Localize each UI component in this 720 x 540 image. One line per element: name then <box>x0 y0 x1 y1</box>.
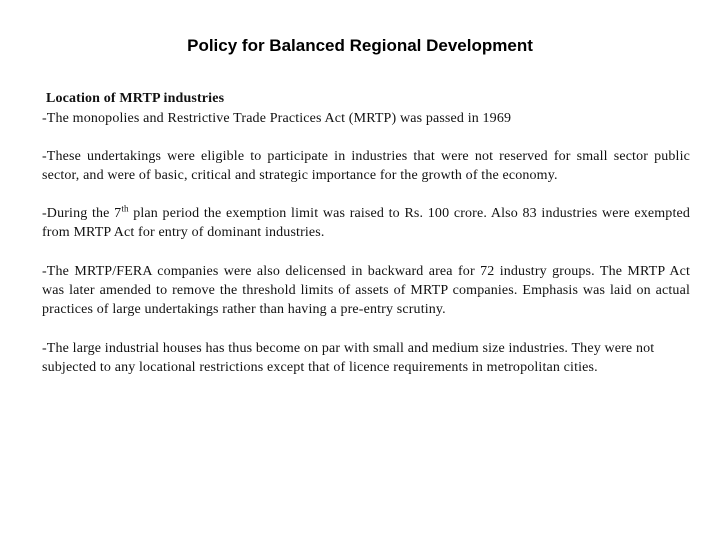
paragraph-delicensing: -The MRTP/FERA companies were also delicensed in backward area for 72 industry groups. The MRTP Act was later amended to remove the threshold limits of assets of MRTP companies. Emphasis was laid on actual practices of large undertakings rather than having a pre-entry scrutiny. <box>42 264 690 317</box>
paragraph-mrtp-act: -The monopolies and Restrictive Trade Practices Act (MRTP) was passed in 1969 <box>42 111 512 126</box>
paragraph-exemption-limit <box>42 204 690 242</box>
paragraph-exemption-limit-rest: plan period the exemption limit was raised to Rs. 100 crore. Also 83 industries were exempted from MRTP Act for entry of dominant industries. <box>42 206 690 240</box>
slide-title: Policy for Balanced Regional Development <box>187 36 533 55</box>
paragraph-exemption-limit-start: -During the 7 <box>42 206 122 221</box>
section-heading: Location of MRTP industries <box>46 91 225 106</box>
paragraph-undertakings: -These undertakings were eligible to participate in industries that were not reserved for small sector public sector, and were of basic, critical and strategic importance for the growth of the economy. <box>42 149 690 183</box>
ordinal-superscript: th <box>121 203 129 214</box>
paragraph-industrial-houses: -The large industrial houses has thus become on par with small and medium size industries. They were not subjected to any locational restrictions except that of licence requirements in metropolitan cities. <box>42 341 655 375</box>
